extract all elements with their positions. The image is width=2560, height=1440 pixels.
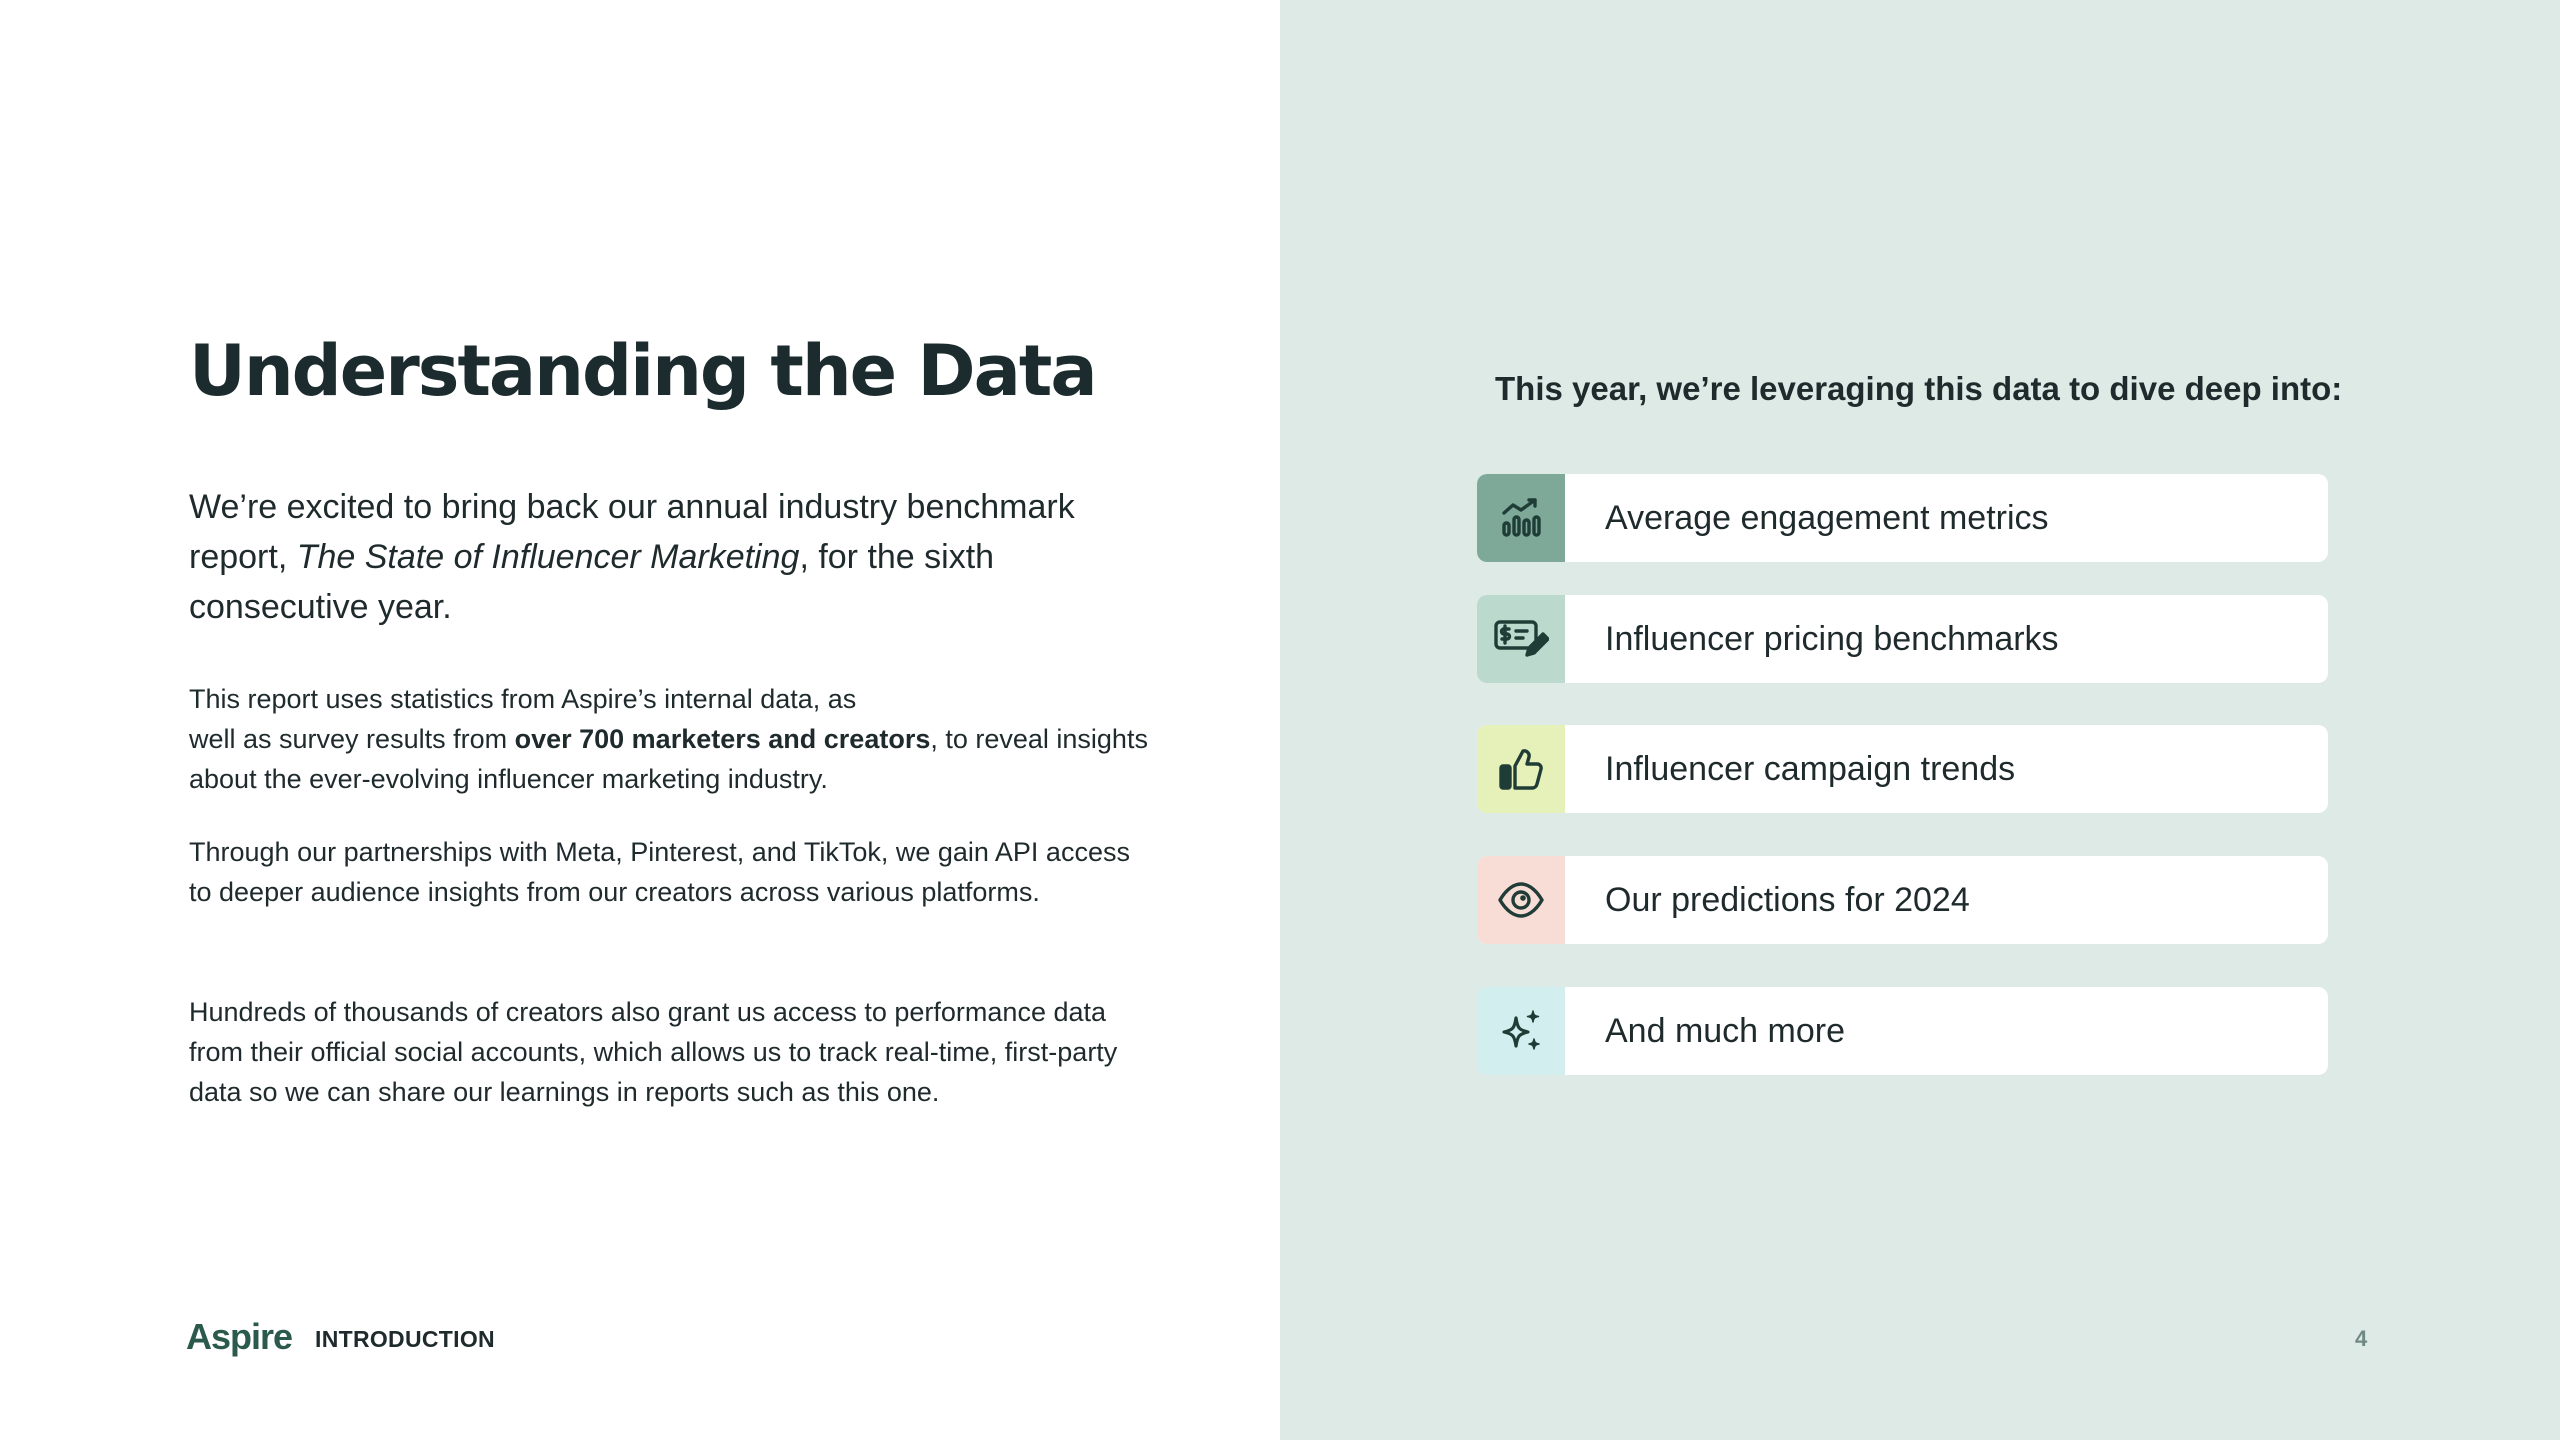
right-panel (1280, 0, 2560, 1440)
list-item-label: Average engagement metrics (1605, 498, 2049, 537)
paragraph-1-text-2: , to reveal insights about the ever-evolving influencer marketing industry. (189, 724, 1148, 794)
list-item (1477, 725, 2328, 813)
report-name: The State of Influencer Marketing (296, 538, 800, 576)
aspire-logo: Aspire (186, 1316, 293, 1357)
list-heading: This year, we’re leveraging this data to dive deep into: (1495, 370, 2343, 407)
pricing-icon (1477, 595, 1565, 683)
paragraph-1-emphasis: over 700 marketers and creators (514, 724, 931, 754)
paragraph-1 (189, 679, 1149, 799)
list-item-label: Influencer campaign trends (1605, 749, 2016, 788)
lead-text-1: We’re excited to bring back our annual industry benchmark report, (189, 488, 1075, 576)
page-title: Understanding the Data (189, 330, 1096, 412)
paragraph-1-text-1: well as survey results from (189, 724, 515, 754)
paragraph-3: Hundreds of thousands of creators also grant us access to performance data from their official social accounts, which allows us to track real-time, first-party data so we can share our learnings in reports such as this one. (189, 997, 1118, 1107)
list-item (1477, 474, 2328, 562)
chart-icon (1477, 474, 1565, 562)
list-item (1477, 987, 2328, 1075)
section-label: INTRODUCTION (315, 1326, 495, 1352)
eye-icon (1477, 856, 1565, 944)
list-item (1477, 595, 2328, 683)
list-item-label: Influencer pricing benchmarks (1605, 619, 2059, 658)
lead-paragraph (189, 482, 1149, 632)
paragraph-2: Through our partnerships with Meta, Pinterest, and TikTok, we gain API access to deeper audience insights from our creators across various platforms. (189, 837, 1130, 907)
list-item-label: And much more (1605, 1011, 1845, 1050)
sparkles-icon (1477, 987, 1565, 1075)
lead-text-2: , for the sixth consecutive year. (189, 538, 995, 626)
paragraph-1-line-1: This report uses statistics from Aspire’s internal data, as (189, 684, 857, 714)
list-item (1477, 856, 2328, 944)
page-number: 4 (2355, 1326, 2368, 1351)
list-item-label: Our predictions for 2024 (1605, 880, 1970, 919)
thumbs-up-icon (1477, 725, 1565, 813)
